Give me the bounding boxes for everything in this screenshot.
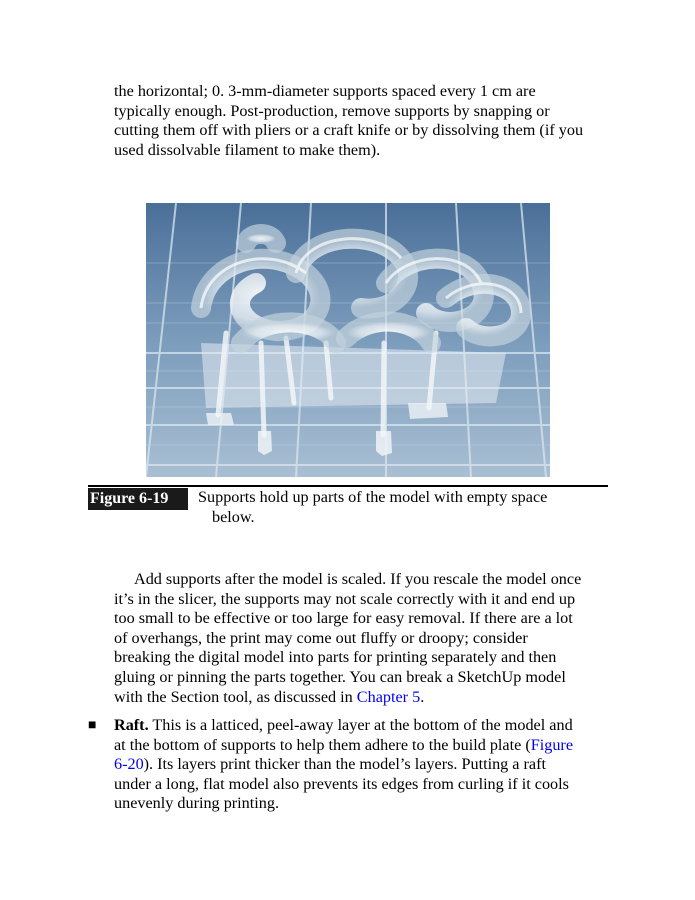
text-line: cutting them off with pliers or a craft knife or by dissolving them (if you bbox=[114, 121, 584, 140]
supports-paragraph bbox=[114, 570, 614, 707]
text-line: gluing or pinning the parts together. You can break a SketchUp model bbox=[114, 667, 566, 686]
raft-list-item bbox=[114, 716, 614, 814]
text-line: used dissolvable filament to make them). bbox=[114, 140, 381, 159]
text-line: unevenly during printing. bbox=[114, 794, 279, 813]
text-line bbox=[114, 736, 614, 756]
caption-rule bbox=[88, 485, 608, 487]
caption-line: Supports hold up parts of the model with empty space bbox=[198, 488, 548, 506]
text-line bbox=[114, 716, 614, 736]
text-segment: at the bottom of supports to help them adhere to the build plate ( bbox=[114, 735, 531, 754]
figure-6-20-link[interactable]: Figure bbox=[530, 735, 573, 754]
text-line: it’s in the slicer, the supports may not scale correctly with it and end up bbox=[114, 589, 576, 608]
text-segment: ). Its layers print thicker than the model’s layers. Putting a raft bbox=[143, 755, 547, 774]
bullet-icon: ■ bbox=[88, 718, 97, 733]
text-line bbox=[114, 688, 614, 708]
text-line: under a long, flat model also prevents its edges from curling if it cools bbox=[114, 774, 569, 793]
figure-label: Figure 6-19 bbox=[88, 488, 188, 510]
figure-caption bbox=[198, 488, 598, 527]
text-segment: . bbox=[420, 687, 425, 706]
intro-paragraph bbox=[114, 82, 614, 160]
chapter-5-link[interactable]: Chapter 5 bbox=[356, 687, 421, 706]
caption-line: below. bbox=[212, 507, 255, 526]
term-raft: Raft. bbox=[114, 716, 149, 734]
text-line bbox=[114, 755, 614, 775]
figure-photo-3d-print-supports bbox=[146, 203, 550, 477]
text-line: of overhangs, the print may come out fluffy or droopy; consider bbox=[114, 628, 528, 647]
text-line: typically enough. Post-production, remove supports by snapping or bbox=[114, 101, 550, 120]
text-line: breaking the digital model into parts for printing separately and then bbox=[114, 648, 557, 667]
text-segment: This is a latticed, peel-away layer at the bottom of the model and bbox=[148, 716, 573, 734]
text-line: the horizontal; 0. 3-mm-diameter supports spaced every 1 cm are bbox=[114, 82, 536, 100]
text-segment: with the Section tool, as discussed in bbox=[114, 687, 357, 706]
text-line: too small to be effective or too large for easy removal. If there are a lot bbox=[114, 609, 573, 628]
text-line: Add supports after the model is scaled. If you rescale the model once bbox=[134, 570, 582, 588]
figure-6-20-link[interactable]: 6-20 bbox=[114, 755, 144, 774]
